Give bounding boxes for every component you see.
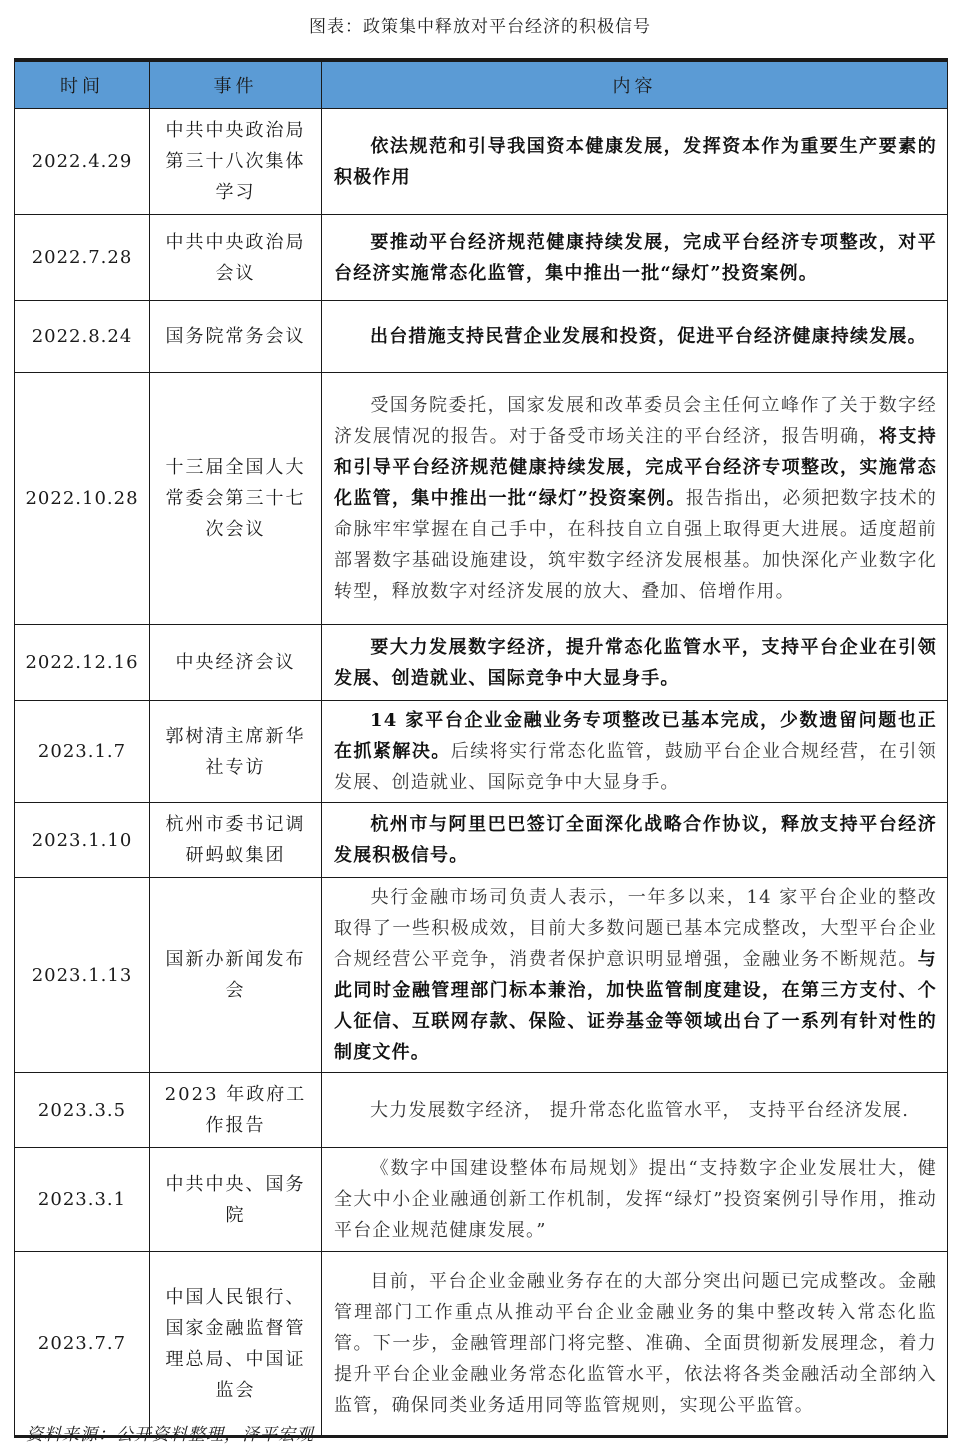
table-row	[15, 701, 948, 803]
content-bold-text: 要大力发展数字经济，提升常态化监管水平，支持平台企业在引领发展、创造就业、国际竞争中大显身手。	[334, 636, 937, 689]
row-date: 2022.8.24	[15, 301, 150, 373]
content-text: 大力发展数字经济， 提升常态化监管水平， 支持平台经济发展.	[370, 1099, 910, 1121]
row-content	[322, 701, 948, 803]
row-date: 2022.12.16	[15, 625, 150, 701]
content-bold-text: 出台措施支持民营企业发展和投资，促进平台经济健康持续发展。	[370, 326, 927, 347]
row-content	[322, 1148, 948, 1252]
row-content	[322, 1252, 948, 1436]
row-date: 2022.7.28	[15, 215, 150, 301]
row-date: 2023.7.7	[15, 1252, 150, 1436]
row-event: 十三届全国人大常委会第三十七次会议	[150, 373, 322, 625]
policy-table-grid	[14, 61, 948, 1436]
content-bold-text: 依法规范和引导我国资本健康发展，发挥资本作为重要生产要素的积极作用	[334, 135, 937, 188]
table-header-row	[15, 62, 948, 109]
row-event: 国新办新闻发布会	[150, 878, 322, 1073]
row-event: 中共中央、国务院	[150, 1148, 322, 1252]
row-event: 郭树清主席新华社专访	[150, 701, 322, 803]
content-bold-text: 14 家平台企业金融业务专项整改已基本完成，少数遗留问题也正在抓紧解决。	[334, 710, 937, 762]
table-row	[15, 1252, 948, 1436]
table-row	[15, 215, 948, 301]
table-row	[15, 625, 948, 701]
row-content	[322, 625, 948, 701]
header-content: 内容	[322, 62, 948, 109]
content-bold-text: 将支持和引导平台经济规范健康持续发展，完成平台经济专项整改，实施常态化监管，集中推出一批“绿灯”投资案例。	[334, 426, 937, 509]
page-title: 图表：政策集中释放对平台经济的积极信号	[309, 17, 651, 37]
table-body	[15, 109, 948, 1436]
row-event: 国务院常务会议	[150, 301, 322, 373]
header-event: 事件	[150, 62, 322, 109]
policy-table	[14, 58, 948, 1438]
content-text: 受国务院委托，国家发展和改革委员会主任何立峰作了关于数字经济发展情况的报告。对于备受市场关注的平台经济，报告明确，	[334, 395, 937, 447]
content-text: 《数字中国建设整体布局规划》提出“支持数字企业发展壮大，健全大中小企业融通创新工作机制，发挥“绿灯”投资案例引导作用，推动平台企业规范健康发展。”	[334, 1158, 937, 1241]
row-date: 2022.4.29	[15, 109, 150, 215]
row-content	[322, 803, 948, 878]
row-content	[322, 878, 948, 1073]
content-bold-text: 杭州市与阿里巴巴签订全面深化战略合作协议，释放支持平台经济发展积极信号。	[334, 814, 937, 866]
row-event: 中共中央政治局会议	[150, 215, 322, 301]
content-text: 报告指出，必须把数字技术的命脉牢牢掌握在自己手中，在科技自立自强上取得更大进展。适度超前部署数字基础设施建设，筑牢数字经济发展根基。加快深化产业数字化转型，释放数字对经济发展的放大、叠加、倍增作用。	[334, 488, 937, 602]
row-content	[322, 373, 948, 625]
source-note: 资料来源：公开资料整理，泽平宏观	[26, 1425, 314, 1445]
table-row	[15, 301, 948, 373]
row-event: 2023 年政府工作报告	[150, 1073, 322, 1148]
row-event: 中共中央政治局第三十八次集体学习	[150, 109, 322, 215]
row-event: 中国人民银行、国家金融监督管理总局、中国证监会	[150, 1252, 322, 1436]
row-event: 中央经济会议	[150, 625, 322, 701]
table-row	[15, 1148, 948, 1252]
content-text: 目前，平台企业金融业务存在的大部分突出问题已完成整改。金融管理部门工作重点从推动平台企业金融业务的集中整改转入常态化监管。下一步，金融管理部门将完整、准确、全面贯彻新发展理念，着力提升平台企业金融业务常态化监管水平，依法将各类金融活动全部纳入监管，确保同类业务适用同等监管规则，实现公平监管。	[334, 1271, 937, 1416]
row-date: 2023.1.7	[15, 701, 150, 803]
table-row	[15, 803, 948, 878]
content-text: 后续将实行常态化监管，鼓励平台企业合规经营，在引领发展、创造就业、国际竞争中大显身手。	[334, 741, 938, 793]
row-date: 2023.3.5	[15, 1073, 150, 1148]
row-date: 2023.3.1	[15, 1148, 150, 1252]
content-text: 央行金融市场司负责人表示，一年多以来，14 家平台企业的整改取得了一些积极成效，目前大多数问题已基本完成整改，大型平台企业合规经营公平竞争，消费者保护意识明显增强，金融业务不断规范。	[334, 887, 937, 970]
row-content	[322, 1073, 948, 1148]
table-row	[15, 373, 948, 625]
row-event: 杭州市委书记调研蚂蚁集团	[150, 803, 322, 878]
row-date: 2022.10.28	[15, 373, 150, 625]
row-content	[322, 109, 948, 215]
table-row	[15, 1073, 948, 1148]
content-bold-text: 要推动平台经济规范健康持续发展，完成平台经济专项整改，对平台经济实施常态化监管，集中推出一批“绿灯”投资案例。	[334, 231, 937, 284]
content-bold-text: 与此同时金融管理部门标本兼治，加快监管制度建设，在第三方支付、个人征信、互联网存款、保险、证券基金等领域出台了一系列有针对性的制度文件。	[334, 949, 937, 1063]
row-content	[322, 215, 948, 301]
table-row	[15, 878, 948, 1073]
header-time: 时间	[15, 62, 150, 109]
table-row	[15, 109, 948, 215]
row-date: 2023.1.10	[15, 803, 150, 878]
row-content	[322, 301, 948, 373]
row-date: 2023.1.13	[15, 878, 150, 1073]
